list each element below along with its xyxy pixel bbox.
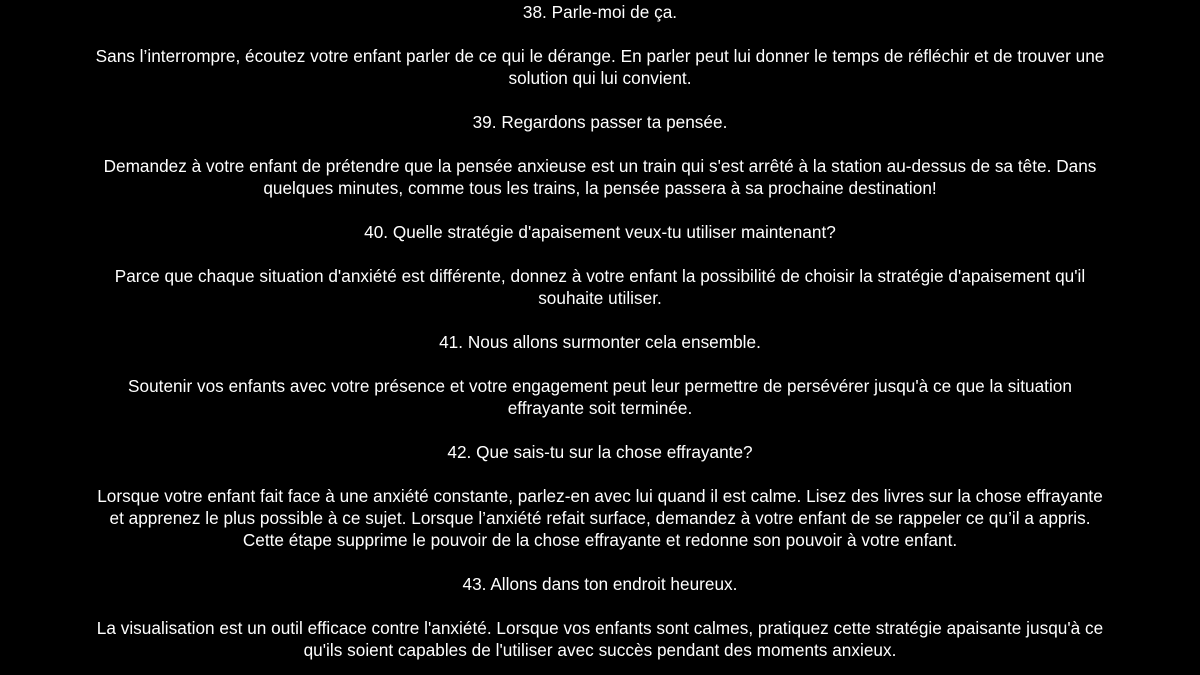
item-title: 41. Nous allons surmonter cela ensemble.	[439, 332, 761, 352]
list-item	[95, 221, 1105, 309]
item-body: Soutenir vos enfants avec votre présence et votre engagement peut leur permettre de persévérer jusqu'à ce que la situation effrayante soit terminée.	[128, 376, 1072, 418]
item-body: Lorsque votre enfant fait face à une anxiété constante, parlez-en avec lui quand il est calme. Lisez des livres sur la chose effrayante et apprenez le plus possible à ce sujet. Lorsque l’anxiété refait surface, demandez à votre enfant de se rappeler ce qu’il a appris. Cette étape supprime le pouvoir de la chose effrayante et redonne son pouvoir à votre enfant.	[97, 486, 1103, 550]
item-body: Sans l’interrompre, écoutez votre enfant parler de ce qui le dérange. En parler peut lui donner le temps de réfléchir et de trouver une solution qui lui convient.	[95, 46, 1105, 88]
list-item	[95, 1, 1105, 89]
item-title: 38. Parle-moi de ça.	[522, 2, 678, 22]
text-content	[95, 1, 1105, 661]
item-title: 42. Que sais-tu sur la chose effrayante?	[447, 442, 753, 462]
list-item	[95, 331, 1105, 419]
list-item	[95, 573, 1105, 661]
item-title: 39. Regardons passer ta pensée.	[472, 112, 728, 132]
item-body: Demandez à votre enfant de prétendre que la pensée anxieuse est un train qui s'est arrêté à la station au-dessus de sa tête. Dans quelques minutes, comme tous les trains, la pensée passera à sa prochaine destination!	[103, 156, 1097, 198]
item-title: 40. Quelle stratégie d'apaisement veux-tu utiliser maintenant?	[364, 222, 836, 242]
list-item	[95, 111, 1105, 199]
item-body: La visualisation est un outil efficace contre l'anxiété. Lorsque vos enfants sont calmes, pratiquez cette stratégie apaisante jusqu'à ce qu'ils soient capables de l'utiliser avec succès pendant des moments anxieux.	[96, 618, 1104, 660]
item-title: 43. Allons dans ton endroit heureux.	[462, 574, 738, 594]
item-body: Parce que chaque situation d'anxiété est différente, donnez à votre enfant la possibilité de choisir la stratégie d'apaisement qu'il souhaite utiliser.	[114, 266, 1086, 308]
list-item	[95, 441, 1105, 551]
